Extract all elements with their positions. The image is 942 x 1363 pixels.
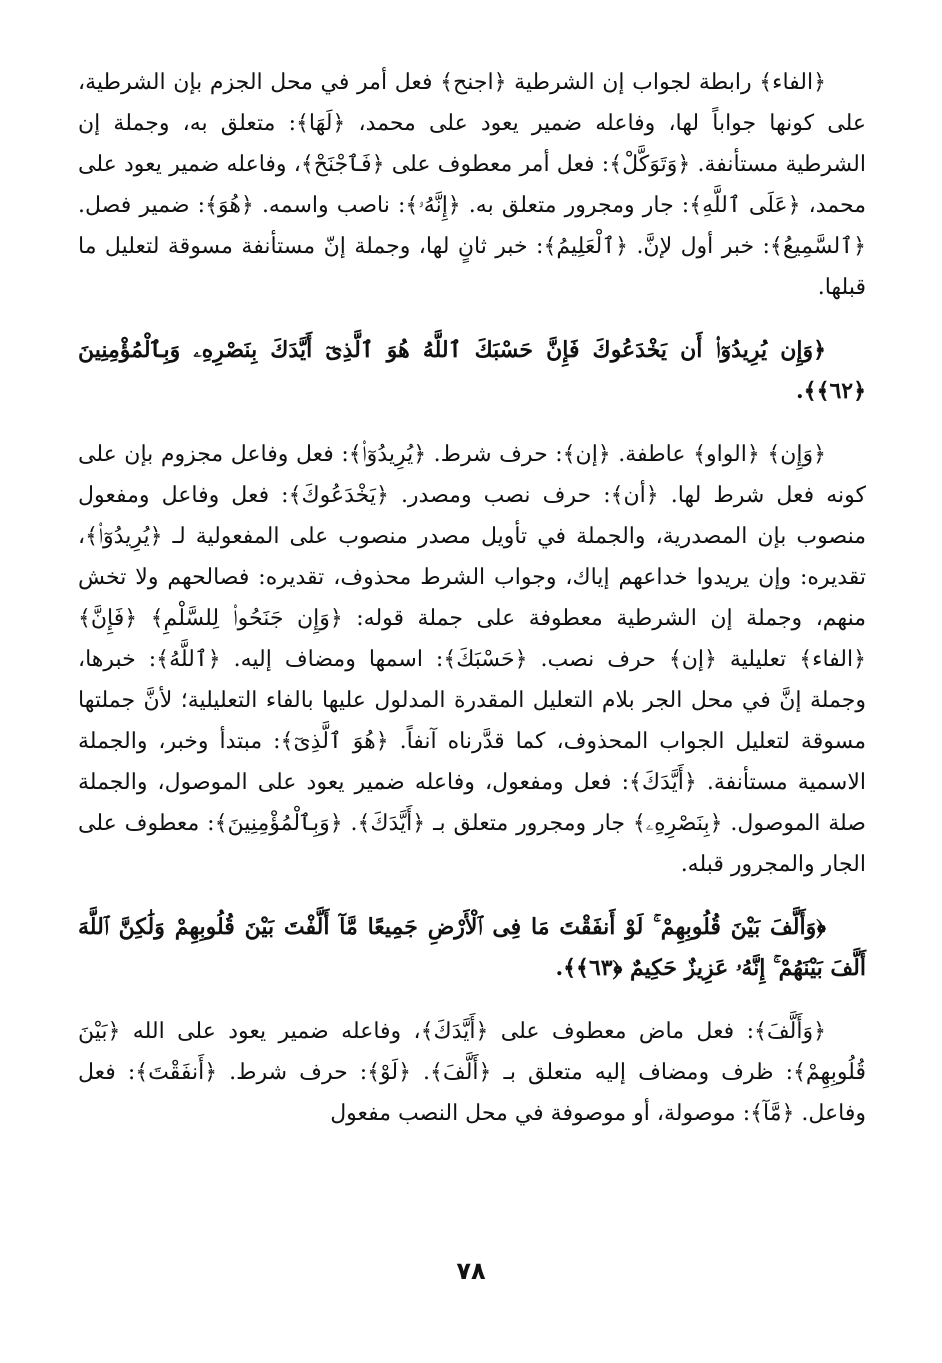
- page-number: ٧٨: [456, 1257, 486, 1285]
- verse-paragraph: ﴿وَإِن يُرِيدُوٓا۟ أَن يَخْدَعُوكَ فَإِنَّ حَسْبَكَ ٱللَّهُ هُوَ ٱلَّذِىٓ أَيَّدَكَ بِنَصْرِهِۦ وَبِٱلْمُؤْمِنِينَ ﴿٦٢﴾﴾.: [78, 337, 866, 404]
- text-paragraph: ﴿وَإِن﴾ ﴿الواو﴾ عاطفة. ﴿إن﴾: حرف شرط. ﴿يُرِيدُوٓا۟﴾: فعل وفاعل مجزوم بإن على كونه فعل شرط لها. ﴿أن﴾: حرف نصب ومصدر. ﴿يَخْدَعُوكَ﴾: فعل وفاعل ومفعول منصوب بإن المصدرية، والجملة في تأويل مصدر منصوب على المفعولية لـ ﴿يُرِيدُوٓا۟﴾، تقديره: وإن يريدوا خداعهم إياك، وجواب الشرط محذوف، تقديره: فصالحهم ولا تخش منهم، وجملة إن الشرطية معطوفة على جملة قوله: ﴿وَإِن جَنَحُوا۟ لِلسَّلْمِ﴾ ﴿فَإِنَّ﴾ ﴿الفاء﴾ تعليلية ﴿إن﴾ حرف نصب. ﴿حَسْبَكَ﴾: اسمها ومضاف إليه. ﴿ٱللَّهُ﴾: خبرها، وجملة إنَّ في محل الجر بلام التعليل المقدرة المدلول عليها بالفاء التعليلية؛ لأنَّ جملتها مسوقة لتعليل الجواب المحذوف، كما قدَّرناه آنفاً. ﴿هُوَ ٱلَّذِىٓ﴾: مبتدأ وخبر، والجملة الاسمية مستأنفة. ﴿أَيَّدَكَ﴾: فعل ومفعول، وفاعله ضمير يعود على الموصول، والجملة صلة الموصول. ﴿بِنَصْرِهِۦ﴾ جار ومجرور متعلق بـ ﴿أَيَّدَكَ﴾. ﴿وَبِٱلْمُؤْمِنِينَ﴾: معطوف على الجار والمجرور قبله.: [78, 442, 866, 877]
- verse-paragraph: ﴿وَأَلَّفَ بَيْنَ قُلُوبِهِمْ ۚ لَوْ أَنفَقْتَ مَا فِى ٱلْأَرْضِ جَمِيعًا مَّآ أَلَّفْتَ بَيْنَ قُلُوبِهِمْ وَلَٰكِنَّ ٱللَّهَ أَلَّفَ بَيْنَهُمْ ۚ إِنَّهُۥ عَزِيزٌ حَكِيمٌ ﴿٦٣﴾﴾.: [78, 914, 866, 981]
- text-paragraph: ﴿وَأَلَّفَ﴾: فعل ماض معطوف على ﴿أَيَّدَكَ﴾، وفاعله ضمير يعود على الله ﴿بَيْنَ قُلُوبِهِمْ﴾: ظرف ومضاف إليه متعلق بـ ﴿أَلَّفَ﴾. ﴿لَوْ﴾: حرف شرط. ﴿أَنفَقْتَ﴾: فعل وفاعل. ﴿مَّآ﴾: موصولة، أو موصوفة في محل النصب مفعول: [78, 1019, 866, 1126]
- page-content: [78, 62, 866, 1134]
- text-paragraph: ﴿الفاء﴾ رابطة لجواب إن الشرطية ﴿اجنح﴾ فعل أمر في محل الجزم بإن الشرطية، على كونها جواباً لها، وفاعله ضمير يعود على محمد، ﴿لَهَا﴾: متعلق به، وجملة إن الشرطية مستأنفة. ﴿وَتَوَكَّلْ﴾: فعل أمر معطوف على ﴿فَٱجْنَحْ﴾، وفاعله ضمير يعود على محمد، ﴿عَلَى ٱللَّهِ﴾: جار ومجرور متعلق به. ﴿إِنَّهُۥ﴾: ناصب واسمه. ﴿هُوَ﴾: ضمير فصل. ﴿ٱلسَّمِيعُ﴾: خبر أول لإنَّ. ﴿ٱلْعَلِيمُ﴾: خبر ثانٍ لها، وجملة إنّ مستأنفة مسوقة لتعليل ما قبلها.: [78, 70, 867, 300]
